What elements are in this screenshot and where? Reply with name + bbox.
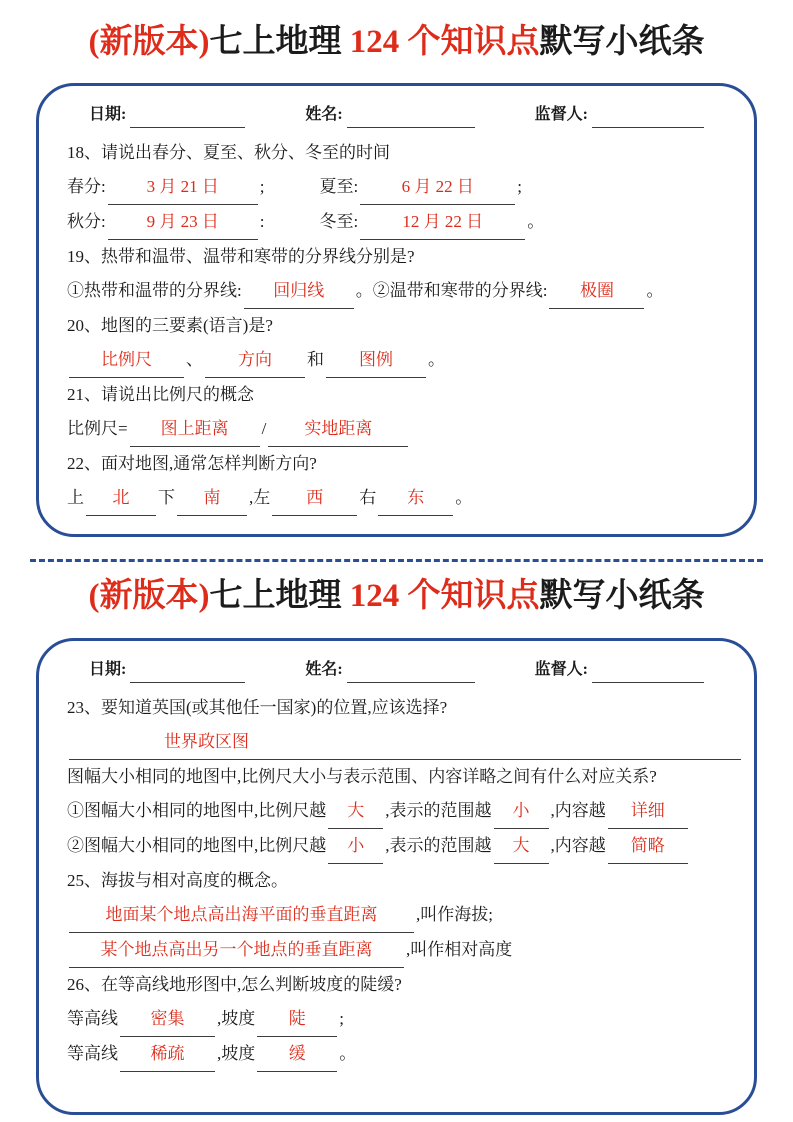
answer-blank: 大: [328, 794, 383, 829]
text-segment: 23、要知道英国(或其他任一国家)的位置,应该选择?: [67, 697, 448, 717]
title-segment: 124 个知识点: [349, 578, 540, 615]
header-field: [89, 102, 245, 128]
question-line: [67, 170, 726, 205]
question-line: [67, 1037, 726, 1072]
answer-blank: 西: [272, 481, 357, 516]
text-segment: 右: [359, 488, 377, 508]
question-line: [67, 240, 726, 274]
answer-blank: 3 月 21 日: [108, 170, 258, 205]
question-line: [67, 481, 726, 516]
text-segment: 26、在等高线地形图中,怎么判断坡度的陡缓?: [67, 974, 402, 994]
question-line: [67, 898, 726, 933]
answer-blank: 9 月 23 日: [108, 205, 258, 240]
question-line: [67, 829, 726, 864]
answer-blank: 极圈: [549, 274, 644, 309]
header-field: [535, 102, 704, 128]
title-segment: (新版本): [88, 24, 210, 60]
question-line: [67, 309, 726, 343]
answer-blank: 南: [177, 481, 247, 516]
worksheet-header: [67, 655, 726, 691]
title-segment: 七上地理: [209, 24, 350, 60]
text-segment: ①热带和温带的分界线:: [67, 281, 242, 301]
answer-blank: 地面某个地点高出海平面的垂直距离: [69, 898, 414, 933]
text-segment: 图幅大小相同的地图中,比例尺大小与表示范围、内容详略之间有什么对应关系?: [67, 766, 657, 786]
text-segment: 。: [527, 212, 545, 232]
text-segment: ,坡度: [217, 1043, 256, 1063]
text-segment: 。: [646, 281, 664, 301]
text-segment: 22、面对地图,通常怎样判断方向?: [67, 454, 317, 474]
text-segment: 25、海拔与相对高度的概念。: [67, 870, 288, 890]
text-segment: 春分:: [67, 177, 106, 197]
answer-blank: 缓: [257, 1037, 337, 1072]
text-segment: ;: [339, 1008, 344, 1028]
text-segment: ,表示的范围越: [385, 800, 492, 820]
header-field: [305, 657, 474, 683]
answer-blank: 回归线: [244, 274, 354, 309]
text-segment: ②图幅大小相同的地图中,比例尺越: [67, 835, 327, 855]
answer-blank: 实地距离: [268, 412, 408, 447]
text-segment: 。: [455, 488, 473, 508]
header-field-blank: [130, 664, 245, 683]
header-field: [305, 102, 474, 128]
worksheet-card-2: [36, 638, 757, 1115]
header-field: [535, 657, 704, 683]
title-segment: 默写小纸条: [539, 24, 705, 60]
text-segment: ;: [259, 177, 265, 197]
question-line: [67, 725, 726, 760]
answer-blank: 方向: [205, 343, 305, 378]
question-line: [67, 760, 726, 794]
question-line: [67, 136, 726, 170]
question-line: [67, 794, 726, 829]
page-title: [0, 562, 793, 637]
question-line: [67, 343, 726, 378]
answer-blank: 北: [86, 481, 156, 516]
text-segment: 21、请说出比例尺的概念: [67, 385, 254, 405]
question-line: [67, 1002, 726, 1037]
question-line: [67, 412, 726, 447]
header-field-blank: [130, 109, 245, 128]
title-segment: (新版本): [88, 578, 210, 615]
answer-blank: 陡: [257, 1002, 337, 1037]
header-field: [89, 657, 245, 683]
text-segment: 比例尺=: [67, 419, 128, 439]
question-section-1: [67, 136, 726, 516]
answer-blank: 某个地点高出另一个地点的垂直距离: [69, 933, 404, 968]
text-segment: 秋分:: [67, 212, 106, 232]
answer-blank: 稀疏: [120, 1037, 215, 1072]
title-segment: 默写小纸条: [539, 578, 705, 615]
answer-blank: 比例尺: [69, 343, 184, 378]
answer-blank: 图上距离: [130, 412, 260, 447]
question-line: [67, 378, 726, 412]
question-line: [67, 274, 726, 309]
text-segment: ,内容越: [550, 835, 606, 855]
question-line: [67, 205, 726, 240]
text-segment: 夏至:: [319, 177, 359, 197]
text-segment: :: [259, 212, 265, 232]
answer-blank: 小: [494, 794, 549, 829]
question-section-2: [67, 691, 726, 1072]
header-field-label: 监督人:: [534, 106, 588, 124]
text-segment: ,叫作相对高度: [406, 939, 513, 959]
answer-blank: 小: [328, 829, 383, 864]
text-segment: 18、请说出春分、夏至、秋分、冬至的时间: [67, 143, 390, 163]
question-line: [67, 968, 726, 1002]
text-segment: 上: [67, 488, 84, 508]
text-segment: 。: [339, 1043, 357, 1063]
text-segment: 下: [158, 488, 175, 508]
answer-blank: 详细: [608, 794, 688, 829]
header-field-blank: [592, 109, 704, 128]
text-segment: ;: [517, 177, 522, 197]
header-field-label: 姓名:: [305, 660, 343, 678]
answer-blank: 简略: [608, 829, 688, 864]
text-segment: ,表示的范围越: [385, 835, 492, 855]
text-segment: 19、热带和温带、温带和寒带的分界线分别是?: [67, 247, 415, 267]
text-segment: ,左: [249, 488, 271, 508]
question-line: [67, 447, 726, 481]
answer-blank: 东: [378, 481, 453, 516]
text-segment: ,叫作海拔;: [416, 904, 493, 924]
answer-blank: 密集: [120, 1002, 215, 1037]
text-segment: ,内容越: [550, 800, 606, 820]
header-field-blank: [347, 664, 475, 683]
header-field-label: 日期:: [89, 660, 127, 678]
text-segment: 等高线: [67, 1043, 118, 1063]
answer-blank: 6 月 22 日: [360, 170, 515, 205]
header-field-blank: [347, 109, 475, 128]
answer-blank: 图例: [326, 343, 426, 378]
answer-blank: 大: [494, 829, 549, 864]
text-segment: 。②温带和寒带的分界线:: [355, 281, 548, 301]
text-segment: 、: [186, 350, 203, 370]
page-title: [0, 0, 793, 83]
question-line: [67, 864, 726, 898]
text-segment: 20、地图的三要素(语言)是?: [67, 316, 273, 336]
question-line: [67, 933, 726, 968]
header-field-label: 姓名:: [305, 106, 343, 124]
text-segment: ,坡度: [217, 1008, 256, 1028]
answer-blank: 世界政区图: [69, 725, 741, 760]
answer-blank: 12 月 22 日: [360, 205, 525, 240]
text-segment: 等高线: [67, 1008, 118, 1028]
title-segment: 124 个知识点: [349, 24, 540, 60]
text-segment: 冬至:: [319, 212, 359, 232]
title-segment: 七上地理: [209, 578, 350, 615]
text-segment: 。: [428, 350, 445, 370]
header-field-blank: [592, 664, 704, 683]
text-segment: 和: [307, 350, 324, 370]
worksheet-card-1: [36, 83, 757, 537]
question-line: [67, 691, 726, 725]
worksheet-header: [67, 100, 726, 136]
header-field-label: 监督人:: [534, 660, 588, 678]
header-field-label: 日期:: [89, 106, 127, 124]
text-segment: /: [261, 419, 267, 439]
text-segment: ①图幅大小相同的地图中,比例尺越: [67, 800, 327, 820]
